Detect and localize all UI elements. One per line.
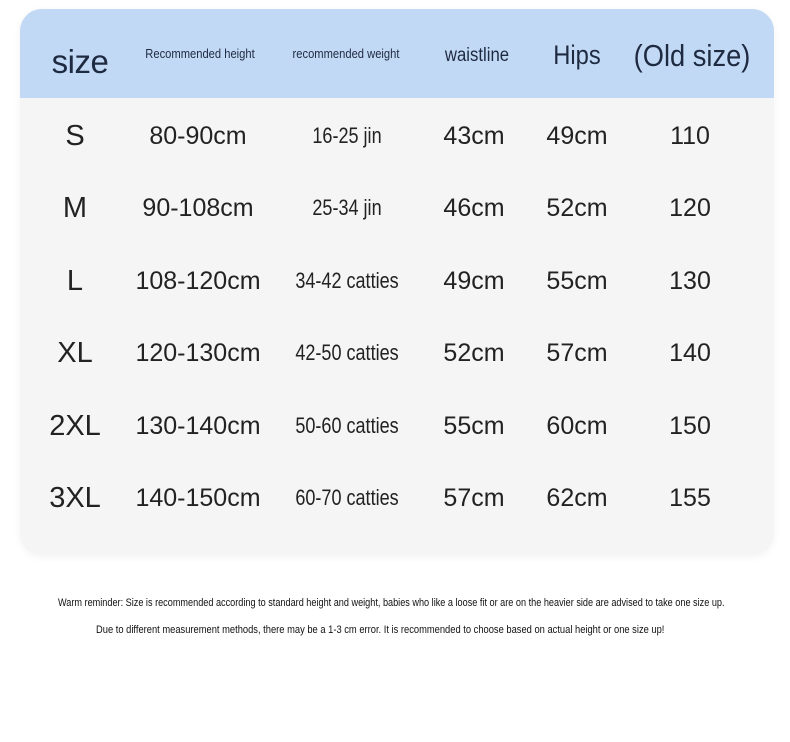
cell-size: S — [65, 120, 85, 152]
warm-reminder-note: Warm reminder: Size is recommended according to standard height and weight, babies who like a loose fit or are on the heavier side are advised to take one size up. — [58, 597, 725, 609]
cell-old-size: 140 — [669, 339, 711, 367]
header-size: size — [51, 43, 109, 80]
cell-waist: 52cm — [443, 339, 505, 367]
cell-weight: 42-50 catties — [295, 340, 399, 365]
cell-weight: 50-60 catties — [295, 413, 399, 438]
table-header-row — [20, 9, 774, 98]
cell-size: 2XL — [49, 410, 101, 442]
cell-height: 120-130cm — [135, 339, 261, 367]
cell-weight: 25-34 jin — [312, 195, 382, 220]
cell-waist: 57cm — [443, 484, 505, 512]
cell-size: M — [62, 192, 88, 224]
cell-weight: 34-42 catties — [295, 268, 399, 293]
cell-hips: 60cm — [546, 412, 608, 440]
table-row — [20, 250, 774, 322]
cell-height: 90-108cm — [142, 194, 254, 222]
cell-waist: 55cm — [443, 412, 505, 440]
cell-waist: 46cm — [443, 194, 505, 222]
cell-hips: 57cm — [546, 339, 608, 367]
cell-old-size: 120 — [669, 194, 711, 222]
measurement-error-note: Due to different measurement methods, there may be a 1-3 cm error. It is recommended to choose based on actual height or one size up! — [96, 624, 665, 636]
cell-height: 130-140cm — [135, 412, 261, 440]
cell-hips: 62cm — [546, 484, 608, 512]
table-row — [20, 395, 774, 467]
table-row — [20, 322, 774, 394]
table-row — [20, 105, 774, 177]
cell-hips: 52cm — [546, 194, 608, 222]
cell-height: 140-150cm — [135, 484, 261, 512]
cell-waist: 43cm — [443, 122, 505, 150]
table-row — [20, 467, 774, 539]
cell-size: 3XL — [49, 482, 101, 514]
cell-size: L — [66, 265, 84, 297]
cell-hips: 55cm — [546, 267, 608, 295]
header-hips: Hips — [553, 40, 601, 70]
cell-old-size: 155 — [669, 484, 711, 512]
cell-weight: 60-70 catties — [295, 485, 399, 510]
cell-old-size: 110 — [670, 122, 710, 150]
cell-hips: 49cm — [546, 122, 608, 150]
cell-weight: 16-25 jin — [312, 123, 382, 148]
cell-waist: 49cm — [443, 267, 505, 295]
size-chart-table — [20, 9, 774, 555]
table-row — [20, 177, 774, 249]
cell-old-size: 150 — [669, 412, 711, 440]
header-height: Recommended height — [145, 46, 255, 61]
header-waist: waistline — [444, 45, 510, 66]
cell-size: XL — [57, 337, 93, 369]
header-old-size: (Old size) — [633, 38, 751, 73]
cell-height: 108-120cm — [135, 267, 261, 295]
cell-height: 80-90cm — [149, 122, 247, 150]
cell-old-size: 130 — [669, 267, 711, 295]
header-weight: recommended weight — [292, 46, 400, 61]
